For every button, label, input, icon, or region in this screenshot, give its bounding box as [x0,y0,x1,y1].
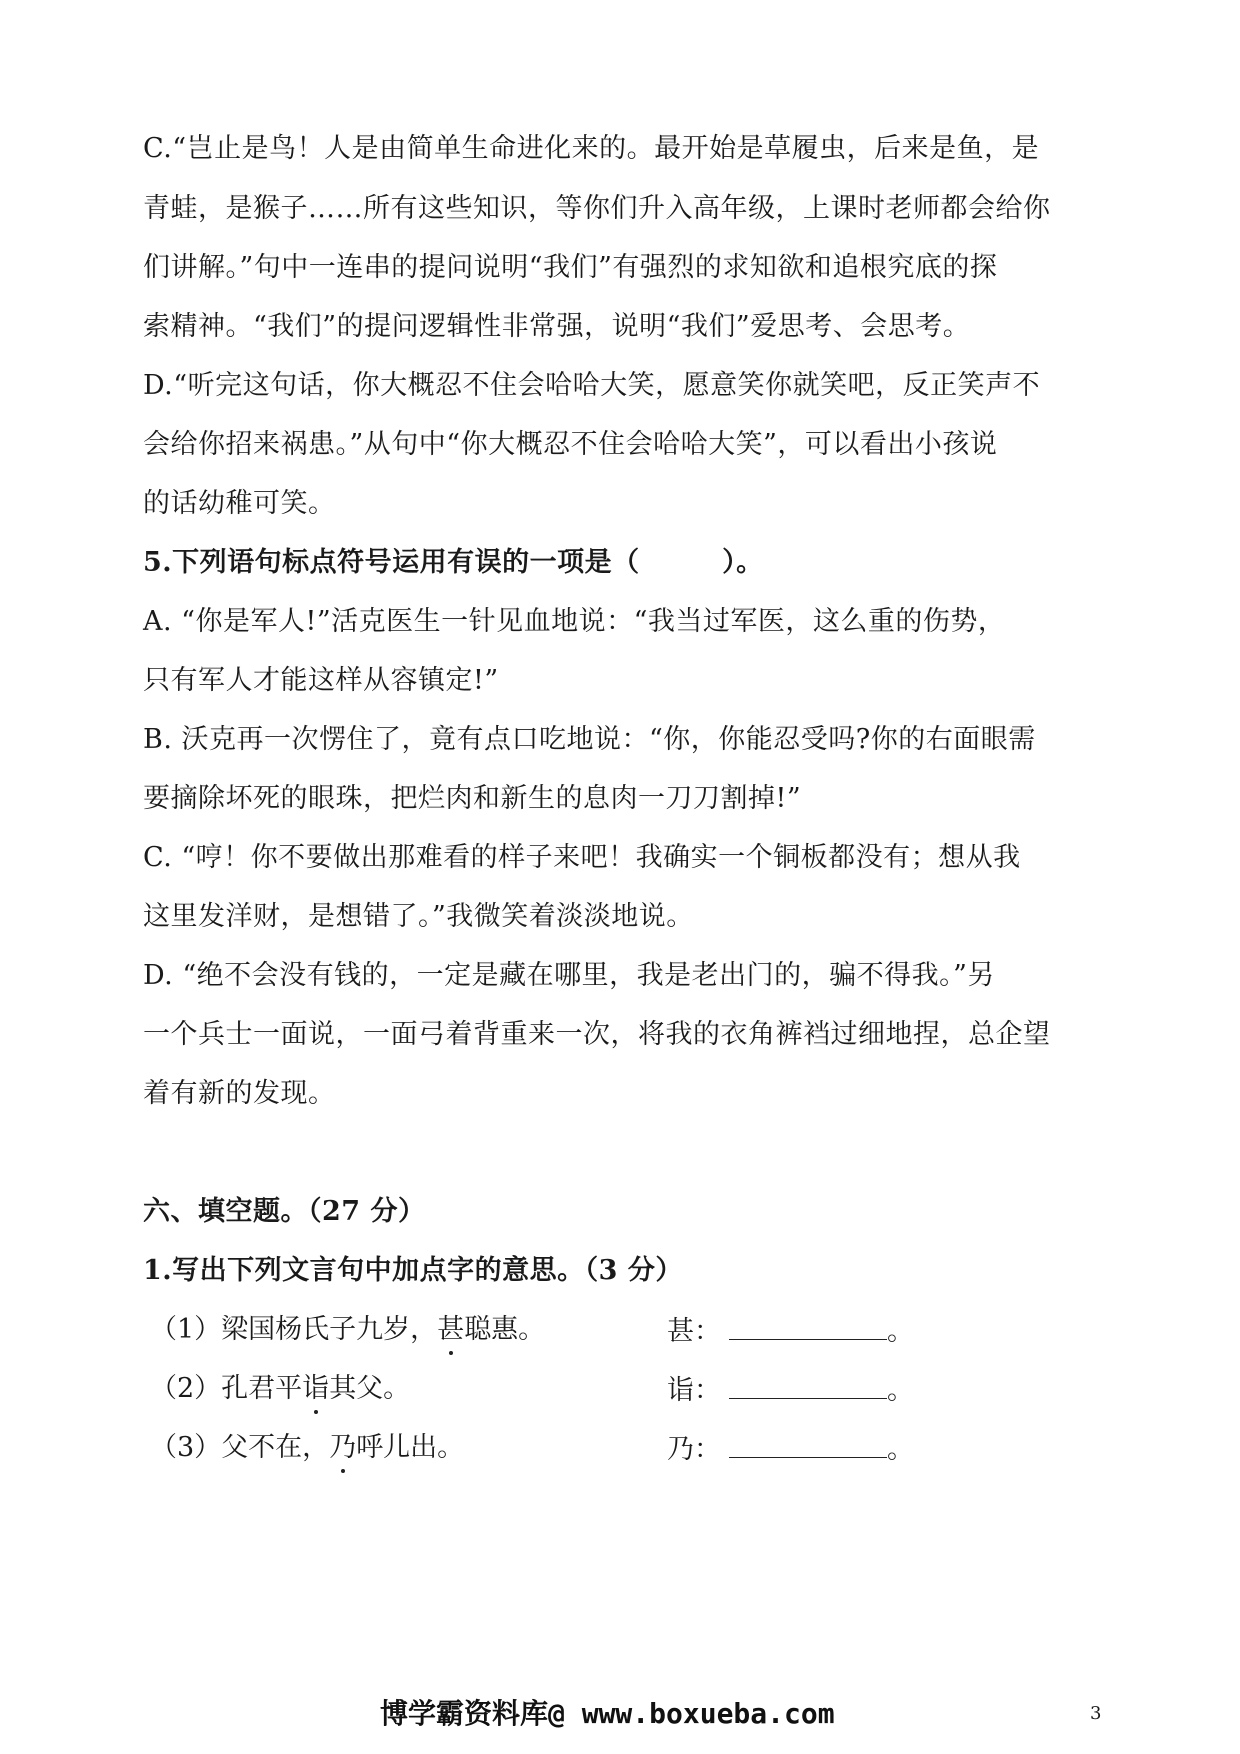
dotted-character: 诣 [302,1373,330,1404]
section-6-heading: 六、填空题。（27 分） [143,1196,426,1227]
option-d-line-1: D.“听完这句话，你大概忍不住会哈哈大笑，愿意笑你就笑吧，反正笑声不 [143,370,1041,401]
fill-sentence: （1）梁国杨氏子九岁，甚聪惠。 [150,1314,546,1345]
page-number: 3 [1090,1703,1102,1724]
q5-option-c-line-2: 这里发洋财，是想错了。”我微笑着淡淡地说。 [143,901,694,932]
option-c-line-4: 索精神。“我们”的提问逻辑性非常强，说明“我们”爱思考、会思考。 [143,311,971,342]
answer-blank[interactable] [729,1313,887,1340]
option-c-line-3: 们讲解。”句中一连串的提问说明“我们”有强烈的求知欲和追根究底的探 [143,252,998,283]
option-d-line-2: 会给你招来祸患。”从句中“你大概忍不住会哈哈大笑”，可以看出小孩说 [143,429,998,460]
dotted-character: 甚 [437,1314,465,1345]
fill-answer: 乃： 。 [667,1431,914,1467]
question-1-title: 1.写出下列文言句中加点字的意思。（3 分） [143,1255,683,1286]
q5-option-b-line-2: 要摘除坏死的眼珠，把烂肉和新生的息肉一刀刀割掉!” [143,783,802,814]
q5-option-d-line-1: D. “绝不会没有钱的，一定是藏在哪里，我是老出门的，骗不得我。”另 [143,960,995,991]
option-d-line-3: 的话幼稚可笑。 [143,488,336,519]
fill-sentence: （3）父不在，乃呼儿出。 [150,1432,465,1463]
answer-blank[interactable] [729,1431,887,1458]
q5-option-a-line-1: A. “你是军人!”活克医生一针见血地说：“我当过军医，这么重的伤势， [143,606,1006,637]
option-c-line-1: C.“岂止是鸟！人是由简单生命进化来的。最开始是草履虫，后来是鱼，是 [143,133,1040,164]
fill-answer: 甚： 。 [667,1313,914,1349]
q5-option-b-line-1: B. 沃克再一次愣住了，竟有点口吃地说：“你，你能忍受吗?你的右面眼需 [143,724,1036,755]
q5-option-d-line-2: 一个兵士一面说，一面弓着背重来一次，将我的衣角裤裆过细地捏，总企望 [143,1019,1051,1050]
footer-watermark: 博学霸资料库@ www.boxueba.com [380,1697,835,1730]
question-5-title: 5.下列语句标点符号运用有误的一项是（ ）。 [143,547,764,578]
option-c-line-2: 青蛙，是猴子……所有这些知识，等你们升入高年级，上课时老师都会给你 [143,193,1051,224]
answer-blank[interactable] [729,1372,887,1399]
dotted-character: 乃 [329,1432,357,1463]
fill-sentence: （2）孔君平诣其父。 [150,1373,411,1404]
q5-option-a-line-2: 只有军人才能这样从容镇定!” [143,665,499,696]
q5-option-d-line-3: 着有新的发现。 [143,1078,336,1109]
fill-answer: 诣： 。 [667,1372,914,1408]
q5-option-c-line-1: C. “哼！你不要做出那难看的样子来吧！我确实一个铜板都没有；想从我 [143,842,1021,873]
